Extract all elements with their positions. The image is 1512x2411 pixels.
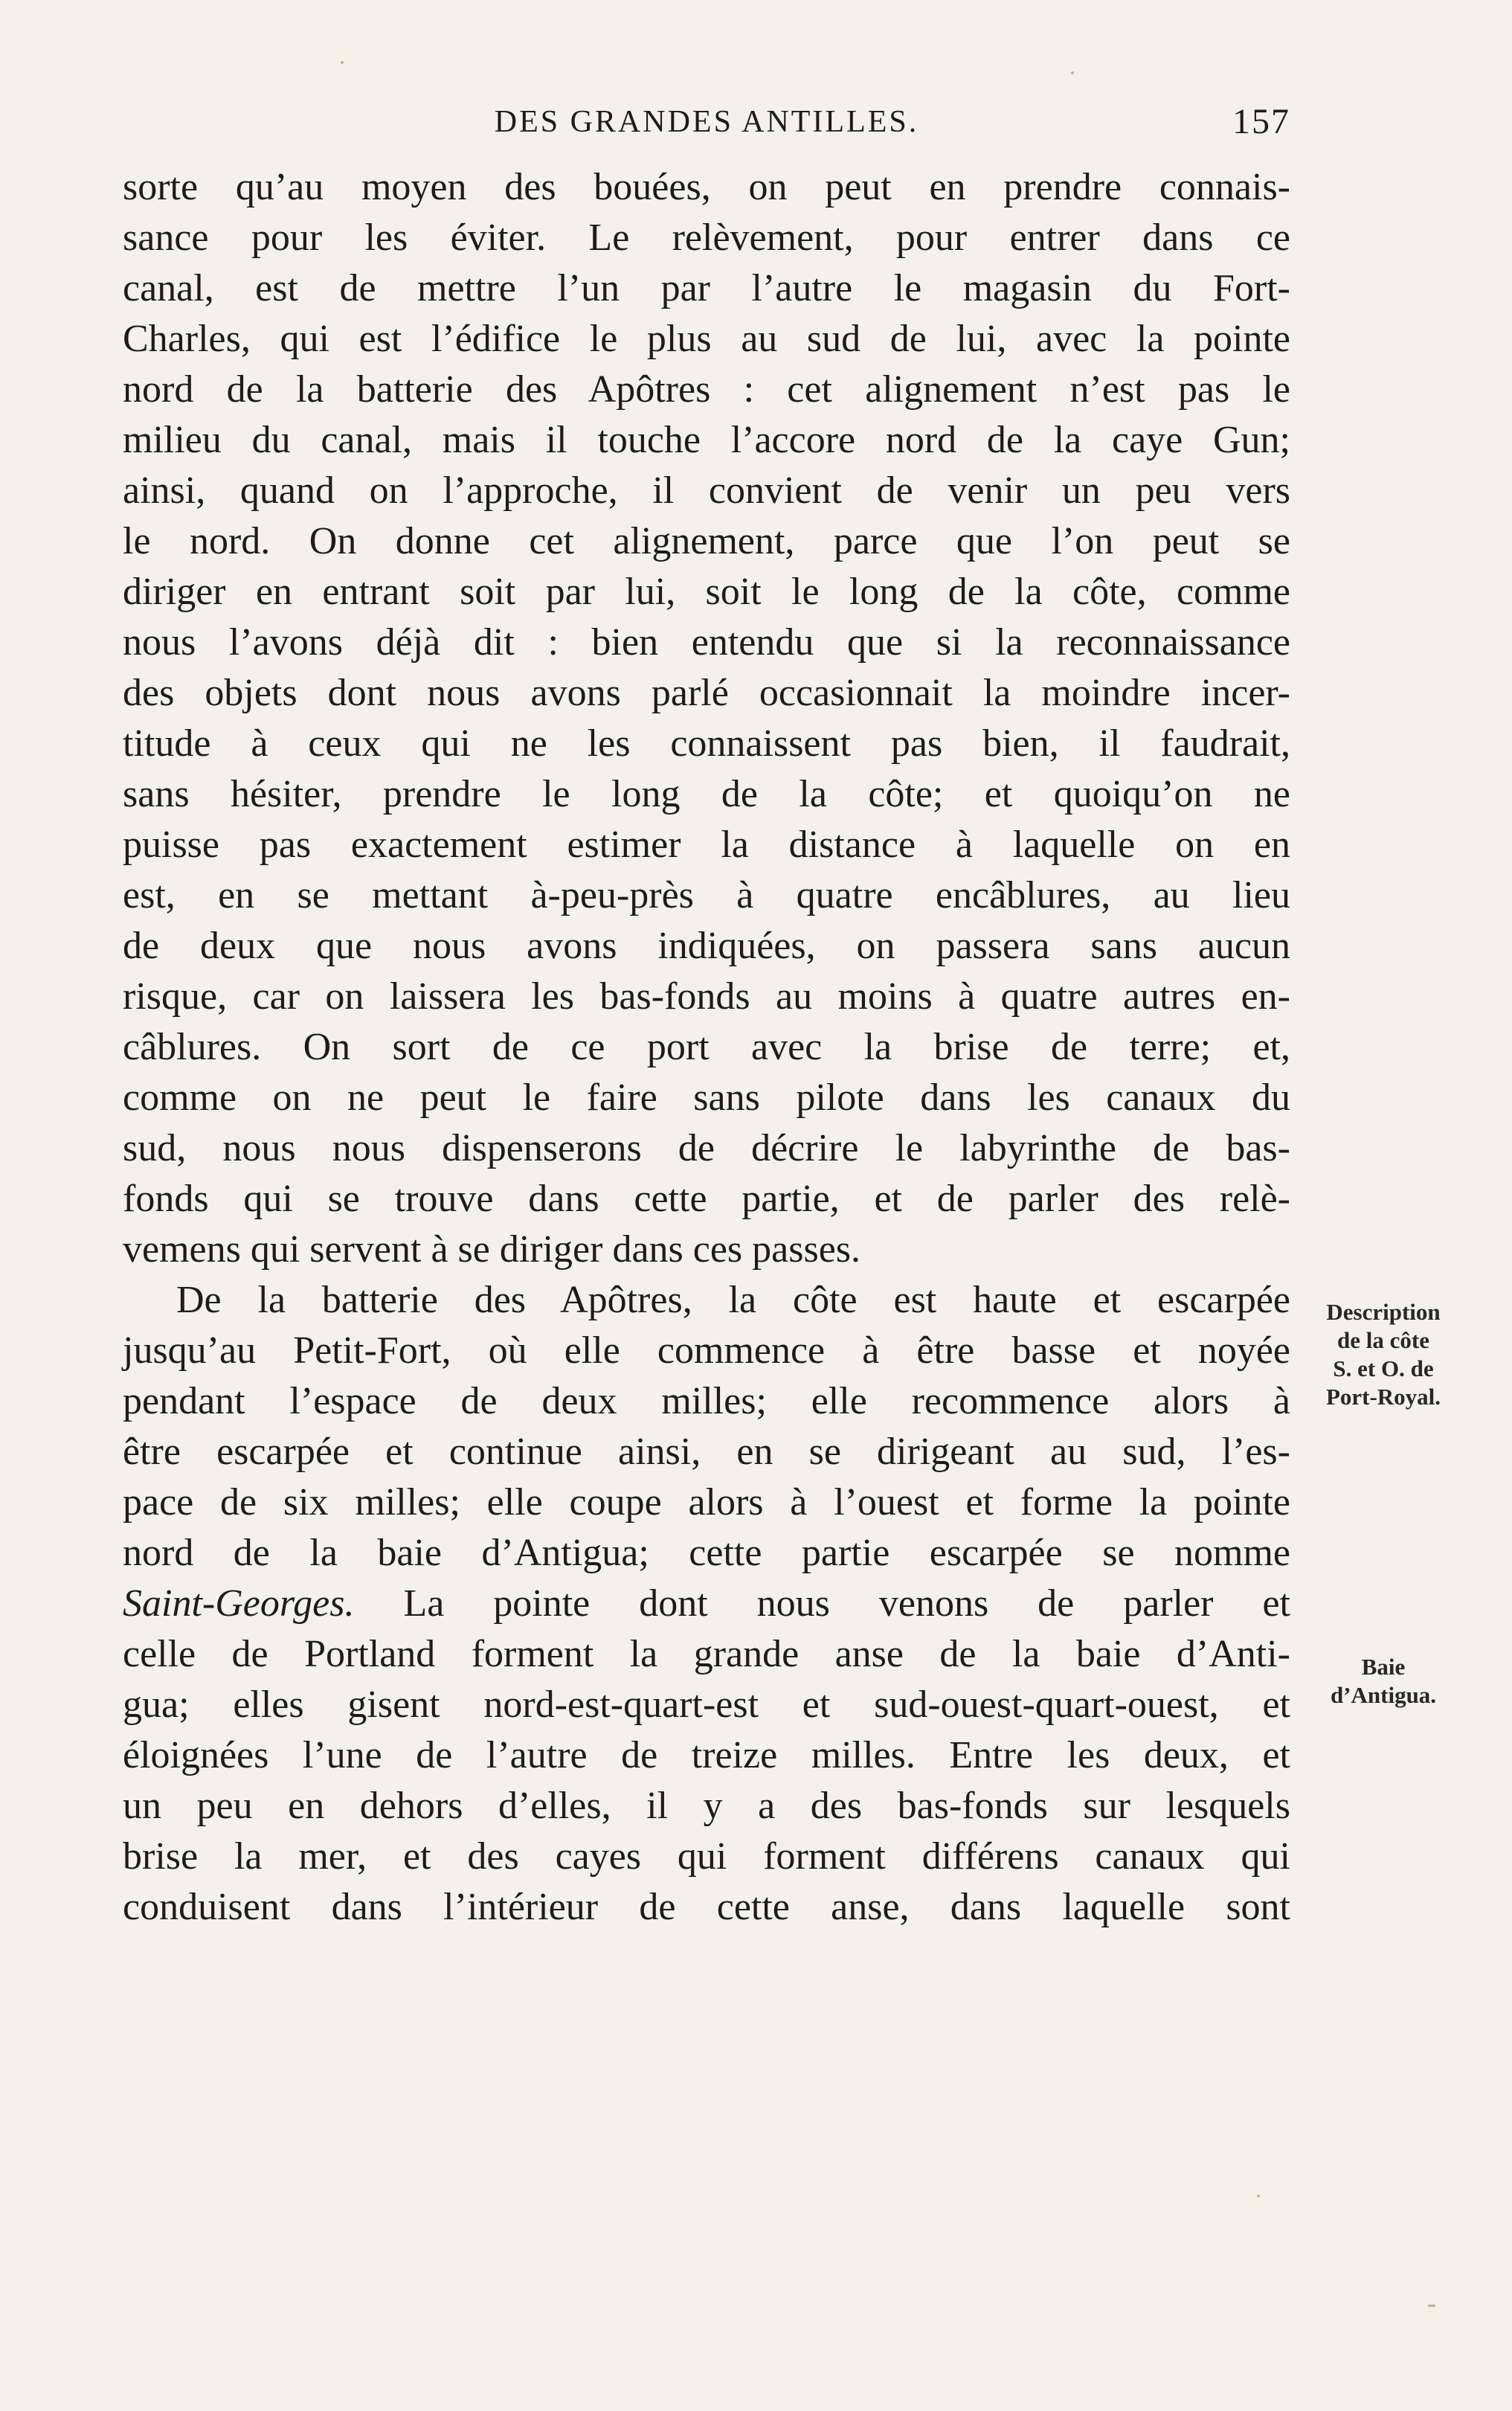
text-line: Charles, qui est l’édifice le plus au sud de lui, avec la pointe (123, 318, 1290, 360)
text-line: gua; elles gisent nord-est-quart-est et sud-ouest-quart-ouest, et (123, 1683, 1290, 1726)
margin-note-line: d’Antigua. (1330, 1682, 1437, 1708)
running-head (123, 104, 1290, 149)
text-line: puisse pas exactement estimer la distance à laquelle on en (123, 824, 1290, 866)
text-line: un peu en dehors d’elles, il y a des bas-fonds sur lesquels (123, 1785, 1290, 1827)
text-line-mixed (123, 1579, 1290, 1629)
text-line: ainsi, quand on l’approche, il convient de venir un peu vers (123, 469, 1290, 512)
text-line: être escarpée et continue ainsi, en se dirigeant au sud, l’es- (123, 1431, 1290, 1473)
text-line: des objets dont nous avons parlé occasionnait la moindre incer- (123, 672, 1290, 714)
text-line: conduisent dans l’intérieur de cette anse, dans laquelle sont (123, 1886, 1290, 1928)
text-line: pendant l’espace de deux milles; elle recommence alors à (123, 1380, 1290, 1422)
margin-note-line: Description (1326, 1299, 1441, 1325)
text-line-rest: La pointe dont nous venons de parler et (403, 1582, 1290, 1625)
body-text (123, 162, 1290, 1933)
margin-note-description (1294, 1298, 1473, 1411)
text-line: est, en se mettant à-peu-près à quatre encâblures, au lieu (123, 874, 1290, 916)
margin-note-line: de la côte (1337, 1327, 1429, 1353)
text-line: sance pour les éviter. Le relèvement, pour entrer dans ce (123, 216, 1290, 259)
text-line: nord de la baie d’Antigua; cette partie escarpée se nomme (123, 1532, 1290, 1574)
text-line: nous l’avons déjà dit : bien entendu que si la reconnaissance (123, 621, 1290, 664)
text-line: diriger en entrant soit par lui, soit le long de la côte, comme (123, 571, 1290, 613)
text-line: nord de la batterie des Apôtres : cet alignement n’est pas le (123, 368, 1290, 411)
margin-note-line: Port-Royal. (1325, 1384, 1441, 1410)
text-line: de deux que nous avons indiquées, on passera sans aucun (123, 925, 1290, 967)
page-number: 157 (1232, 102, 1290, 141)
text-line: sud, nous nous dispenserons de décrire le labyrinthe de bas- (123, 1127, 1290, 1169)
paper-speck (1428, 2305, 1435, 2307)
text-line: titude à ceux qui ne les connaissent pas bien, il faudrait, (123, 722, 1290, 765)
italic-place-name: Saint-Georges. (123, 1582, 355, 1625)
margin-note-baie (1294, 1653, 1473, 1709)
paper-speck (1071, 71, 1074, 74)
text-line: comme on ne peut le faire sans pilote dans les canaux du (123, 1076, 1290, 1119)
text-line: De la batterie des Apôtres, la côte est haute et escarpée (176, 1279, 1290, 1321)
text-line: sorte qu’au moyen des bouées, on peut en prendre connais- (123, 166, 1290, 208)
text-line: câblures. On sort de ce port avec la brise de terre; et, (123, 1026, 1290, 1068)
text-line: brise la mer, et des cayes qui forment différens canaux qui (123, 1835, 1290, 1878)
text-line: risque, car on laissera les bas-fonds au moins à quatre autres en- (123, 975, 1290, 1018)
text-line: fonds qui se trouve dans cette partie, et de parler des relè- (123, 1178, 1290, 1220)
text-line: vemens qui servent à se diriger dans ces passes. (123, 1228, 861, 1271)
text-line: celle de Portland forment la grande anse de la baie d’Anti- (123, 1633, 1290, 1675)
paper-speck (1257, 2195, 1260, 2197)
text-line: canal, est de mettre l’un par l’autre le magasin du Fort- (123, 267, 1290, 309)
text-line: sans hésiter, prendre le long de la côte; et quoiqu’on ne (123, 773, 1290, 815)
margin-note-line: Baie (1361, 1654, 1406, 1680)
text-line: milieu du canal, mais il touche l’accore nord de la caye Gun; (123, 419, 1290, 461)
text-line: le nord. On donne cet alignement, parce que l’on peut se (123, 520, 1290, 562)
margin-note-line: S. et O. de (1333, 1355, 1434, 1381)
text-line: éloignées l’une de l’autre de treize milles. Entre les deux, et (123, 1734, 1290, 1776)
text-line: pace de six milles; elle coupe alors à l’ouest et forme la pointe (123, 1481, 1290, 1524)
running-title: DES GRANDES ANTILLES. (494, 105, 919, 139)
paper-speck (341, 61, 344, 64)
text-line: jusqu’au Petit-Fort, où elle commence à être basse et noyée (123, 1329, 1290, 1372)
